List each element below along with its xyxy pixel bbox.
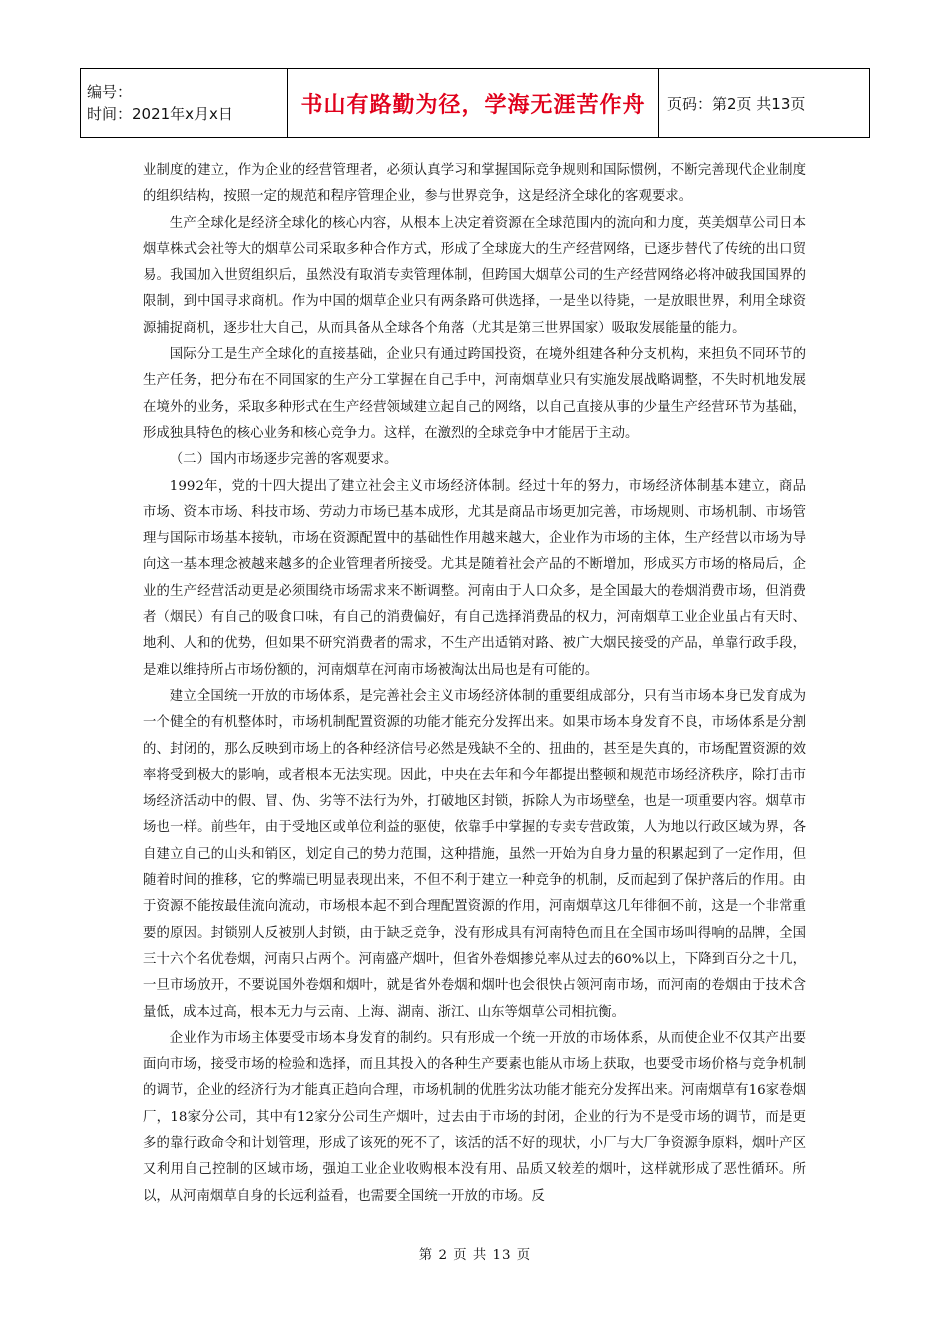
paragraph: 企业作为市场主体要受市场本身发育的制约。只有形成一个统一开放的市场体系，从而使企业不仅其产出要面向市场，接受市场的检验和选择，而且其投入的各种生产要素也能从市场上获取，也要受市场价格与竞争机制的调节，企业的经济行为才能真正趋向合理，市场机制的优胜劣汰功能才能充分发挥出来。河南烟草有16家卷烟厂，18家分公司，其中有12家分公司生产烟叶，过去由于市场的封闭，企业的行为不是受市场的调节，而是更多的靠行政命令和计划管理，形成了该死的死不了，该活的活不好的现状，小厂与大厂争资源争原料，烟叶产区又利用自己控制的区域市场，强迫工业企业收购根本没有用、品质又较差的烟叶，这样就形成了恶性循环。所以，从河南烟草自身的长远利益看，也需要全国统一开放的市场。反 xyxy=(143,1030,806,1204)
header-meta-cell xyxy=(81,69,288,138)
document-body xyxy=(143,158,806,1210)
page-header xyxy=(80,68,870,138)
paragraph: 建立全国统一开放的市场体系，是完善社会主义市场经济体制的重要组成部分，只有当市场本身已发育成为一个健全的有机整体时，市场机制配置资源的功能才能充分发挥出来。如果市场本身发育不良，市场体系是分割的、封闭的，那么反映到市场上的各种经济信号必然是残缺不全的、扭曲的，甚至是失真的，市场配置资源的效率将受到极大的影响，或者根本无法实现。因此，中央在去年和今年都提出整顿和规范市场经济秩序，除打击市场经济活动中的假、冒、伪、劣等不法行为外，打破地区封锁，拆除人为市场壁垒，也是一项重要内容。烟草市场也一样。前些年，由于受地区或单位利益的驱使，依靠手中掌握的专卖专营政策，人为地以行政区域为界，各自建立自己的山头和销区，划定自己的势力范围，这种措施，虽然一开始为自身力量的积累起到了一定作用，但随着时间的推移，它的弊端已明显表现出来，不但不利于建立一种竞争的机制，反而起到了保护落后的作用。由于资源不能按最佳流向流动，市场根本起不到合理配置资源的作用，河南烟草这几年徘徊不前，这是一个非常重要的原因。封锁别人反被别人封锁，由于缺乏竞争，没有形成具有河南特色而且在全国市场叫得响的品牌，全国三十六个名优卷烟，河南只占两个。河南盛产烟叶，但省外卷烟掺兑率从过去的60%以上，下降到百分之十几，一旦市场放开，不要说国外卷烟和烟叶，就是省外卷烟和烟叶也会很快占领河南市场，而河南的卷烟由于技术含量低，成本过高，根本无力与云南、上海、湖南、浙江、山东等烟草公司相抗衡。 xyxy=(143,688,806,1020)
header-motto: 书山有路勤为径，学海无涯苦作舟 xyxy=(288,69,659,138)
paragraph: 1992年，党的十四大提出了建立社会主义市场经济体制。经过十年的努力，市场经济体制基本建立，商品市场、资本市场、科技市场、劳动力市场已基本成形，尤其是商品市场更加完善，市场规则、市场机制、市场管理与国际市场基本接轨，市场在资源配置中的基础性作用越来越大，企业作为市场的主体，生产经营以市场为导向这一基本理念被越来越多的企业管理者所接受。尤其是随着社会产品的不断增加，形成买方市场的格局后，企业的生产经营活动更是必须围绕市场需求来不断调整。河南由于人口众多，是全国最大的卷烟消费市场，但消费者（烟民）有自己的吸食口味，有自己的消费偏好，有自己选择消费品的权力，河南烟草工业企业虽占有天时、地利、人和的优势，但如果不研究消费者的需求，不生产出适销对路、被广大烟民接受的产品，单靠行政手段，是难以维持所占市场份额的，河南烟草在河南市场被淘汰出局也是有可能的。 xyxy=(143,478,806,678)
header-page-info: 页码：第2页 共13页 xyxy=(659,69,870,138)
paragraph: 生产全球化是经济全球化的核心内容，从根本上决定着资源在全球范围内的流向和力度，英美烟草公司日本烟草株式会社等大的烟草公司采取多种合作方式，形成了全球庞大的生产经营网络，已逐步替代了传统的出口贸易。我国加入世贸组织后，虽然没有取消专卖管理体制，但跨国大烟草公司的生产经营网络必将冲破我国国界的限制，到中国寻求商机。作为中国的烟草企业只有两条路可供选择，一是坐以待毙，一是放眼世界，利用全球资源捕捉商机，逐步壮大自己，从而具备从全球各个角落（尤其是第三世界国家）吸取发展能量的能力。 xyxy=(143,215,806,336)
section-heading: （二）国内市场逐步完善的客观要求。 xyxy=(169,452,398,468)
doc-date-label: 时间：2021年x月x日 xyxy=(87,105,233,123)
paragraph: 国际分工是生产全球化的直接基础，企业只有通过跨国投资，在境外组建各种分支机构，来担负不同环节的生产任务，把分布在不同国家的生产分工掌握在自己手中，河南烟草业只有实施发展战略调整，不失时机地发展在境外的业务，采取多种形式在生产经营领域建立起自己的网络，以自己直接从事的少量生产经营环节为基础，形成独具特色的核心业务和核心竞争力。这样，在激烈的全球竞争中才能居于主动。 xyxy=(143,347,806,441)
page-footer: 第 2 页 共 13 页 xyxy=(418,1248,532,1263)
doc-number-label: 编号： xyxy=(87,83,133,101)
paragraph: 业制度的建立，作为企业的经营管理者，必须认真学习和掌握国际竞争规则和国际惯例，不断完善现代企业制度的组织结构，按照一定的规范和程序管理企业，参与世界竞争，这是经济全球化的客观要求。 xyxy=(143,163,806,205)
